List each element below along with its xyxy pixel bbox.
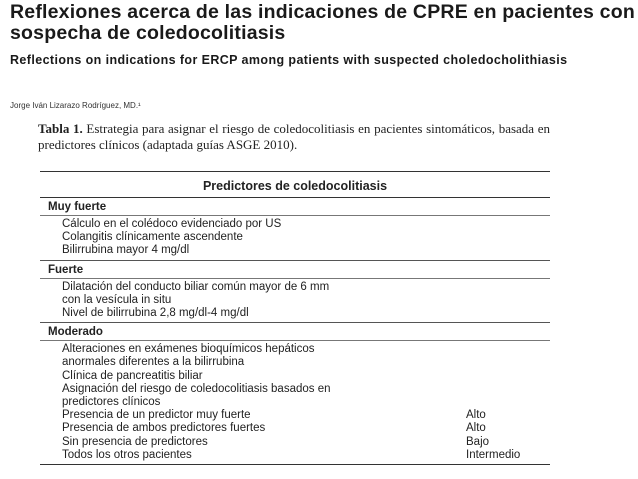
- row-text: Dilatación del conducto biliar común mayor de 6 mm: [62, 280, 330, 293]
- row-value: Alto: [466, 422, 486, 435]
- table-caption-label: Tabla 1.: [38, 121, 83, 136]
- section-title: Fuerte: [40, 261, 550, 279]
- row-text: Cálculo en el colédoco evidenciado por US: [62, 218, 282, 230]
- row-value: [466, 356, 550, 369]
- table-row: [40, 422, 550, 435]
- table-row: [40, 436, 550, 449]
- row-text: Asignación del riesgo de coledocolitiasis basados en: [62, 382, 331, 395]
- slide-title-english: Reflections on indications for ERCP among patients with suspected choledocholithiasis: [10, 53, 568, 67]
- table-section-fuerte: [40, 261, 550, 324]
- row-text: Colangitis clínicamente ascendente: [62, 231, 243, 244]
- row-value: Intermedio: [466, 448, 521, 461]
- table-row: [40, 356, 550, 369]
- table-row: [40, 449, 550, 462]
- table-row: [40, 231, 550, 244]
- row-value: [466, 307, 550, 320]
- row-text: anormales diferentes a la bilirrubina: [62, 356, 245, 369]
- row-value: [466, 231, 550, 244]
- table-row: [40, 370, 550, 383]
- row-value: [466, 343, 550, 356]
- table-section-moderado: [40, 323, 550, 465]
- author-line: Jorge Iván Lizarazo Rodríguez, MD.¹: [10, 101, 141, 110]
- slide-title-spanish: Reflexiones acerca de las indicaciones de CPRE en pacientes con sospecha de coledocolitiasis: [10, 1, 635, 44]
- row-text: predictores clínicos: [62, 396, 161, 409]
- row-text: Sin presencia de predictores: [62, 435, 208, 448]
- row-value: [466, 218, 550, 231]
- row-value: [466, 370, 550, 383]
- table-row: [40, 218, 550, 231]
- row-value: [466, 396, 550, 409]
- row-value: [466, 383, 550, 396]
- row-text: Alteraciones en exámenes bioquímicos hepáticos: [62, 343, 315, 356]
- table-section-muy-fuerte: [40, 198, 550, 261]
- table-header: Predictores de coledocolitiasis: [40, 172, 550, 198]
- row-text: Presencia de un predictor muy fuerte: [62, 409, 251, 422]
- table-row: [40, 281, 550, 294]
- section-title: Muy fuerte: [40, 198, 550, 216]
- table-row: [40, 343, 550, 356]
- table-caption-text: Estrategia para asignar el riesgo de coledocolitiasis en pacientes sintomáticos, basada en predictores clínicos (adaptada guías ASGE 2010).: [38, 121, 550, 152]
- table-row: [40, 383, 550, 396]
- table-caption: [38, 121, 550, 153]
- table-row: [40, 409, 550, 422]
- table-row: [40, 244, 550, 257]
- section-title: Moderado: [40, 323, 550, 341]
- table-row: [40, 307, 550, 320]
- row-text: Nivel de bilirrubina 2,8 mg/dl-4 mg/dl: [62, 307, 249, 320]
- table-row: [40, 294, 550, 307]
- row-value: [466, 294, 550, 307]
- row-value: Bajo: [466, 435, 490, 448]
- row-text: Todos los otros pacientes: [62, 448, 192, 461]
- predictors-table: [40, 171, 550, 465]
- table-row: [40, 396, 550, 409]
- row-value: Alto: [466, 409, 486, 422]
- row-text: Presencia de ambos predictores fuertes: [62, 422, 266, 435]
- row-text: Bilirrubina mayor 4 mg/dl: [62, 244, 190, 257]
- row-value: [466, 281, 550, 294]
- row-text: con la vesícula in situ: [62, 293, 172, 306]
- row-value: [466, 244, 550, 257]
- row-text: Clínica de pancreatitis biliar: [62, 369, 203, 382]
